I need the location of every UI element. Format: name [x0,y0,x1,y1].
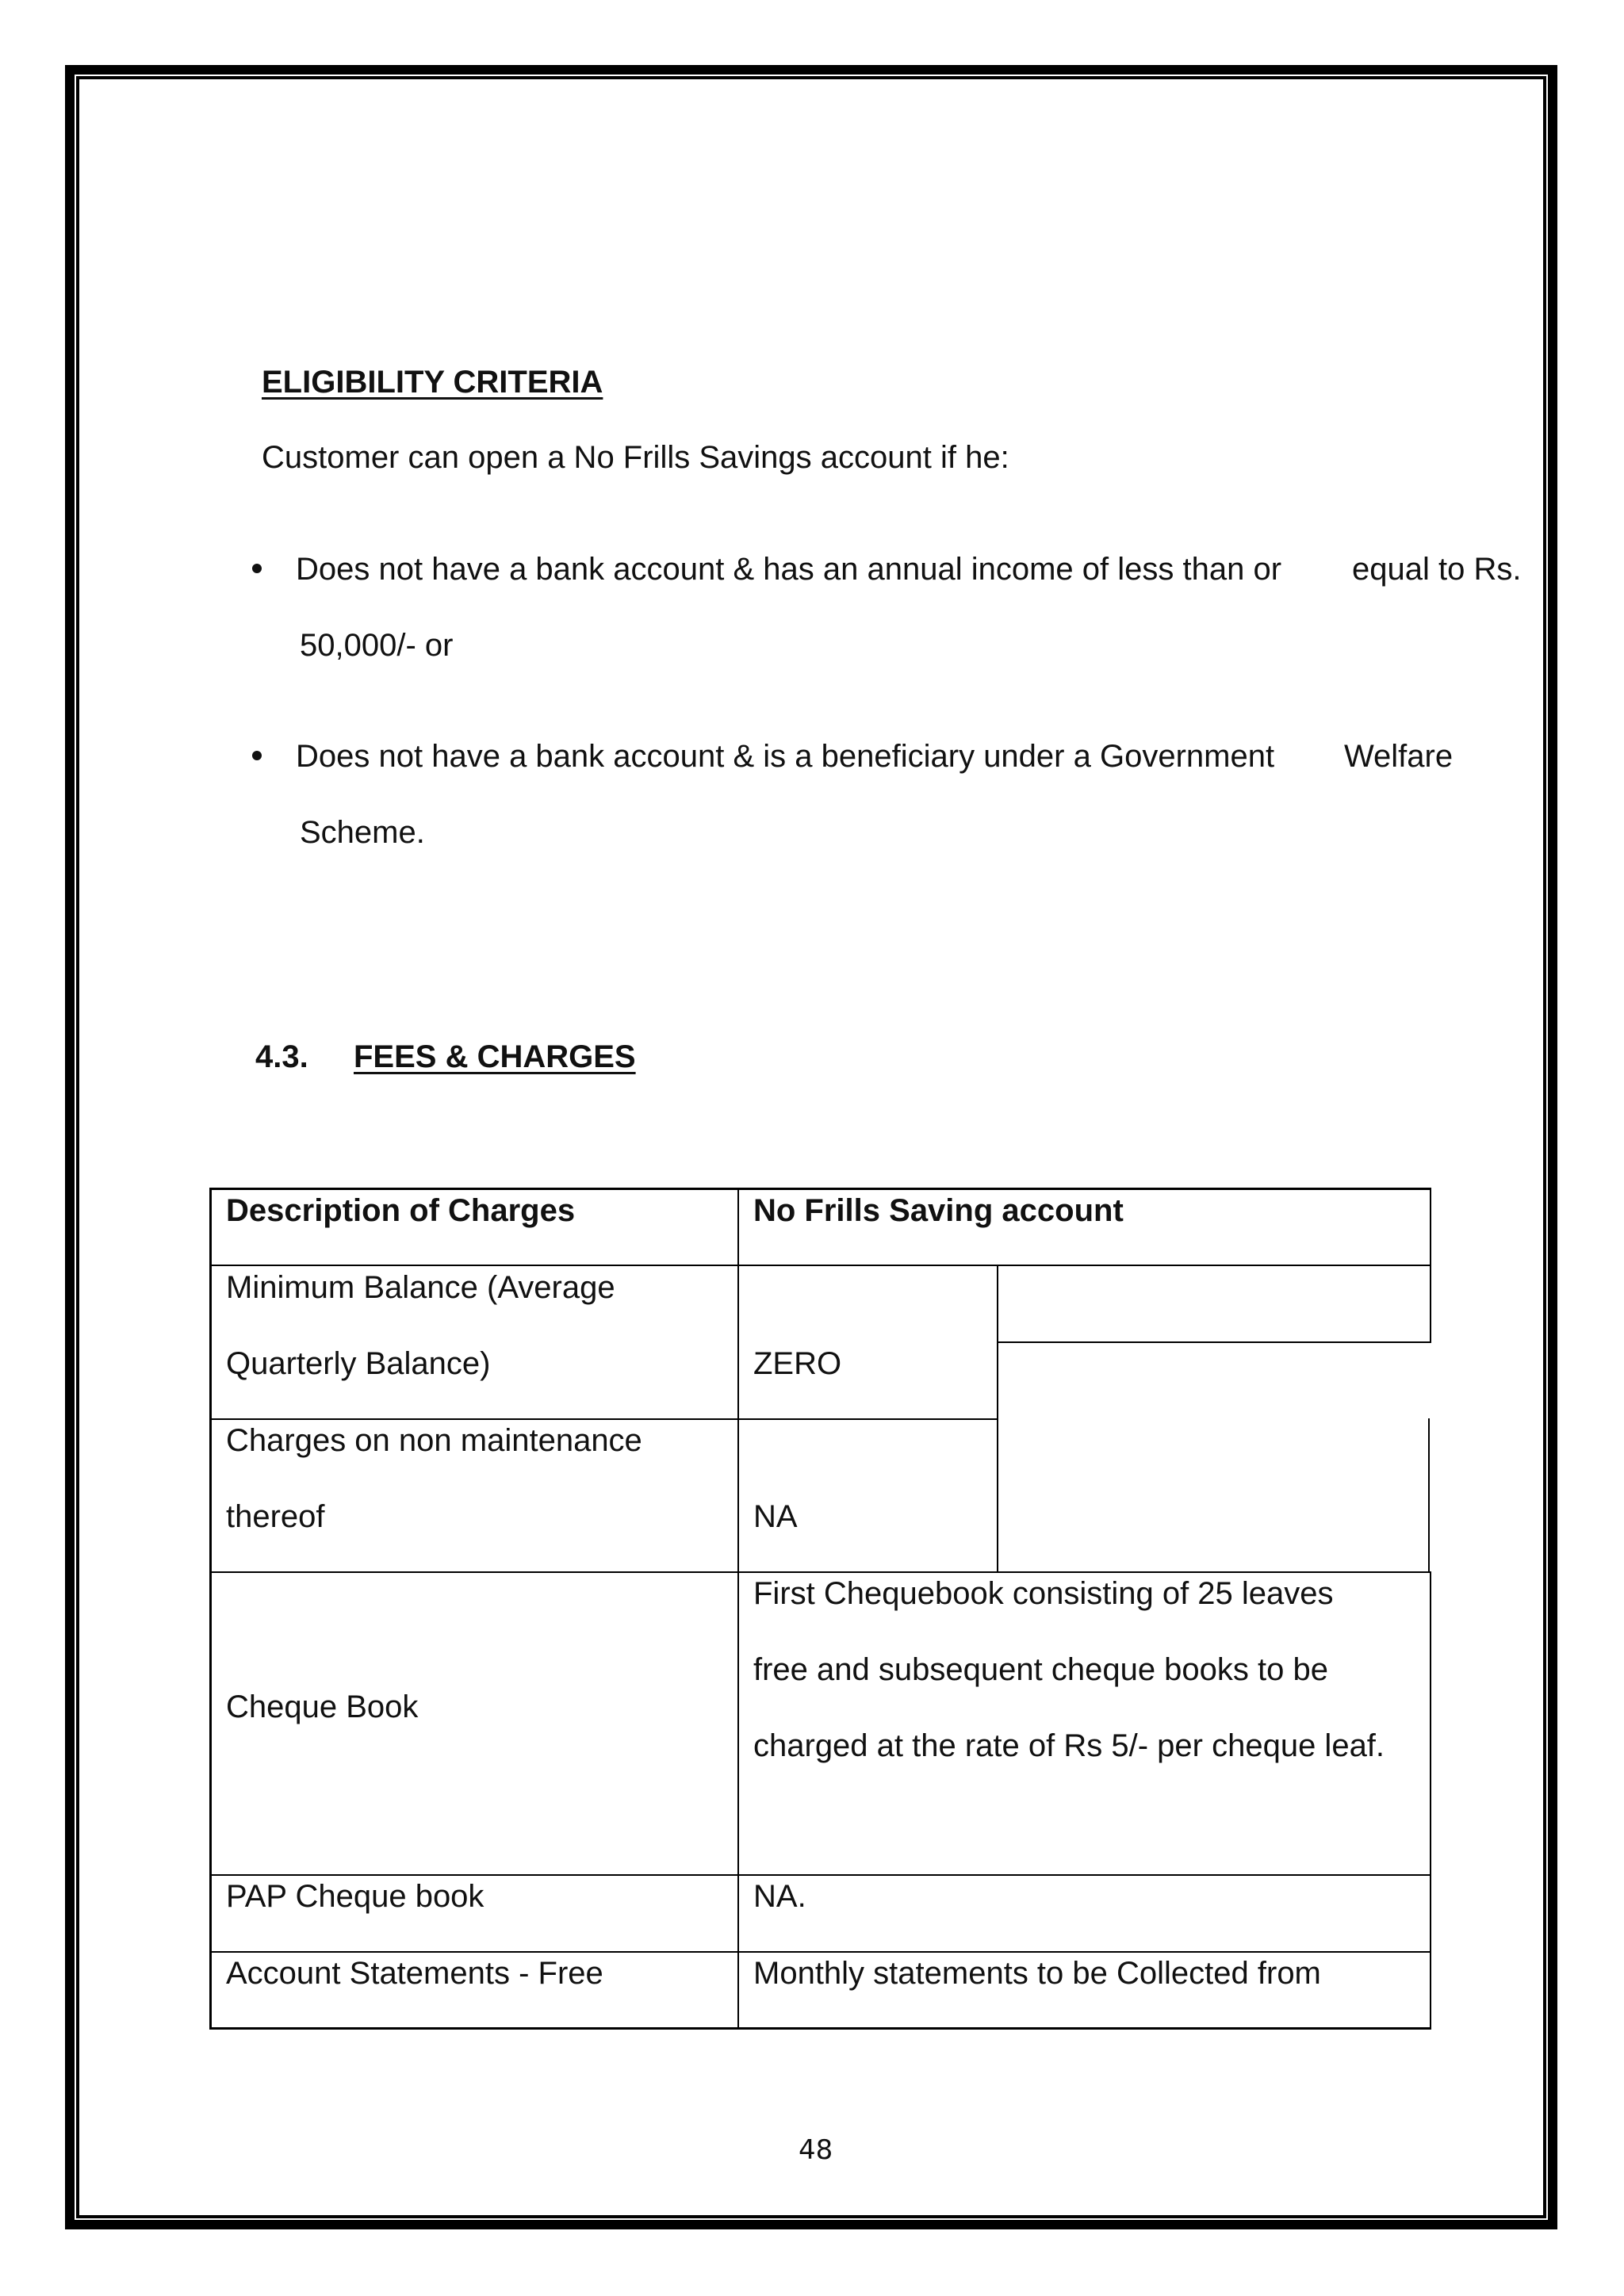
table-row-3-value-line3: charged at the rate of Rs 5/- per cheque leaf. [753,1728,1385,1763]
bullet-icon [252,564,262,573]
bullet-icon [252,751,262,760]
bullet-2-line2: Scheme. [300,815,425,850]
table-row-5-value: Monthly statements to be Collected from [753,1956,1321,1991]
eligibility-heading: ELIGIBILITY CRITERIA [262,365,603,400]
table-row-1-desc-line1: Minimum Balance (Average [226,1270,615,1305]
bullet-2-line1: Does not have a bank account & is a beneficiary under a Government [296,739,1275,774]
table-header-no-frills: No Frills Saving account [753,1193,1124,1228]
bullet-2-line1-end: Welfare [1344,739,1454,774]
table-header-description: Description of Charges [226,1193,576,1228]
fees-heading: FEES & CHARGES [354,1039,636,1074]
bullet-1-line1-end: equal to Rs. [1352,552,1522,587]
eligibility-intro: Customer can open a No Frills Savings account if he: [262,440,1009,475]
table-row-1-desc-line2: Quarterly Balance) [226,1346,491,1381]
table-row-3-value-line1: First Chequebook consisting of 25 leaves [753,1576,1334,1611]
table-row-4-desc: PAP Cheque book [226,1879,485,1914]
page-number: 48 [799,2134,833,2166]
table-row-5-desc: Account Statements - Free [226,1956,603,1991]
table-row-1-value: ZERO [753,1346,842,1381]
table-row-2-desc-line2: thereof [226,1499,325,1534]
table-row-4-value: NA. [753,1879,806,1914]
table-row-2-desc-line1: Charges on non maintenance [226,1423,642,1458]
table-row-2-value: NA [753,1499,798,1534]
table-row-3-value-line2: free and subsequent cheque books to be [753,1652,1328,1687]
fees-section-number: 4.3. [255,1039,308,1074]
table-row-3-desc: Cheque Book [226,1689,419,1724]
bullet-1-line2: 50,000/- or [300,628,454,663]
bullet-1-line1: Does not have a bank account & has an annual income of less than or [296,552,1282,587]
